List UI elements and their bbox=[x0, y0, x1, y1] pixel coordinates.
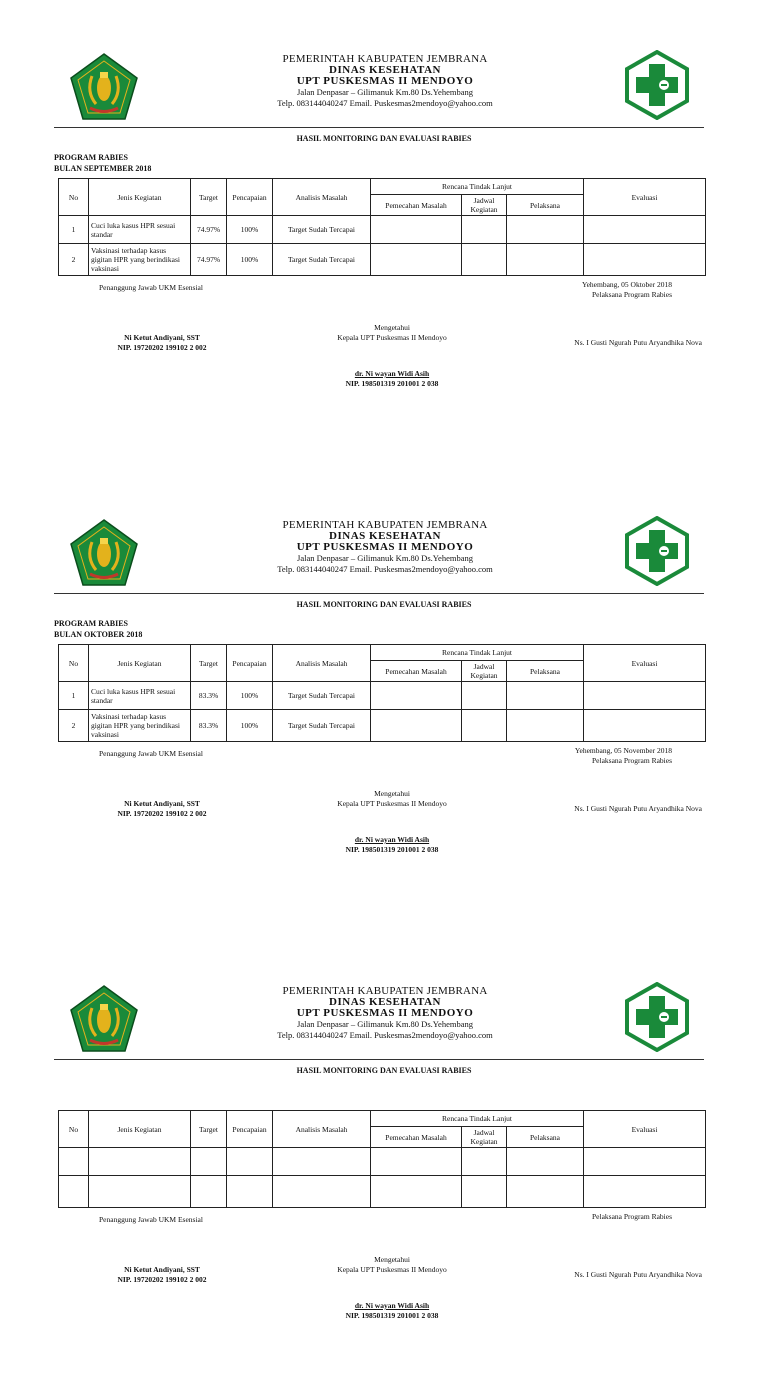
header-jenis: Jenis Kegiatan bbox=[89, 1111, 191, 1148]
header-analisis: Analisis Masalah bbox=[273, 179, 371, 216]
cell-evaluasi bbox=[584, 1176, 706, 1208]
puskesmas-logo-icon bbox=[624, 982, 690, 1052]
program-info bbox=[54, 152, 151, 174]
kepala-title-block bbox=[300, 789, 484, 809]
report-title: HASIL MONITORING DAN EVALUASI RABIES bbox=[296, 600, 472, 609]
cell-no bbox=[59, 1176, 89, 1208]
program-name: PROGRAM RABIES bbox=[54, 153, 129, 162]
header-pemecahan: Pemecahan Masalah bbox=[371, 1127, 462, 1148]
pelaksana-name: Ns. I Gusti Ngurah Putu Aryandhika Nova bbox=[574, 338, 702, 347]
header-jadwal: Jadwal Kegiatan bbox=[462, 1127, 507, 1148]
cell-target: 74.97% bbox=[191, 216, 227, 244]
report-section bbox=[0, 932, 768, 1398]
kepala-title-block bbox=[300, 1255, 484, 1275]
cell-jadwal bbox=[462, 244, 507, 276]
cell-jenis: Vaksinasi terhadap kasus gigitan HPR yang berindikasi vaksinasi bbox=[89, 710, 191, 742]
pelaksana-title: Pelaksana Program Rabies bbox=[592, 756, 672, 765]
table-row bbox=[59, 244, 706, 276]
cell-jadwal bbox=[462, 216, 507, 244]
header-no: No bbox=[59, 1111, 89, 1148]
cell-no: 2 bbox=[59, 244, 89, 276]
program-name: PROGRAM RABIES bbox=[54, 619, 129, 628]
kepala-nip: NIP. 198501319 201001 2 038 bbox=[345, 379, 439, 388]
letterhead-contact: Telp. 083144040247 Email. Puskesmas2mendoyo@yahoo.com bbox=[277, 1030, 493, 1040]
pj-title: Penanggung Jawab UKM Esensial bbox=[99, 749, 203, 758]
kepala-name: dr. Ni wayan Widi Asih bbox=[354, 1301, 430, 1310]
cell-pencapaian: 100% bbox=[227, 710, 273, 742]
signature-date-block bbox=[575, 746, 672, 766]
cell-pelaksana bbox=[507, 216, 584, 244]
jembrana-emblem-icon bbox=[68, 984, 140, 1054]
cell-pencapaian: 100% bbox=[227, 244, 273, 276]
cell-pemecahan bbox=[371, 710, 462, 742]
letterhead bbox=[200, 986, 570, 1041]
cell-jenis bbox=[89, 1176, 191, 1208]
header-pelaksana: Pelaksana bbox=[507, 661, 584, 682]
header-divider bbox=[54, 593, 704, 594]
header-evaluasi: Evaluasi bbox=[584, 179, 706, 216]
pelaksana-name: Ns. I Gusti Ngurah Putu Aryandhika Nova bbox=[574, 804, 702, 813]
cell-evaluasi bbox=[584, 216, 706, 244]
cell-jadwal bbox=[462, 710, 507, 742]
header-divider bbox=[54, 127, 704, 128]
header-evaluasi: Evaluasi bbox=[584, 645, 706, 682]
cell-pelaksana bbox=[507, 1148, 584, 1176]
pj-nip: NIP. 19720202 199102 2 002 bbox=[117, 809, 207, 818]
cell-analisis bbox=[273, 1148, 371, 1176]
header-rtl: Rencana Tindak Lanjut bbox=[371, 645, 584, 661]
letterhead-contact: Telp. 083144040247 Email. Puskesmas2mendoyo@yahoo.com bbox=[277, 564, 493, 574]
header-pelaksana: Pelaksana bbox=[507, 1127, 584, 1148]
pj-nip: NIP. 19720202 199102 2 002 bbox=[117, 1275, 207, 1284]
letterhead-department: DINAS KESEHATAN bbox=[329, 996, 441, 1008]
header-target: Target bbox=[191, 1111, 227, 1148]
cell-analisis: Target Sudah Tercapai bbox=[273, 244, 371, 276]
report-section bbox=[0, 0, 768, 466]
cell-analisis: Target Sudah Tercapai bbox=[273, 216, 371, 244]
letterhead-department: DINAS KESEHATAN bbox=[329, 64, 441, 76]
kepala-title: Kepala UPT Puskesmas II Mendoyo bbox=[337, 799, 447, 808]
table-row bbox=[59, 216, 706, 244]
header-jadwal: Jadwal Kegiatan bbox=[462, 195, 507, 216]
header-jenis: Jenis Kegiatan bbox=[89, 645, 191, 682]
kepala-title-block bbox=[300, 323, 484, 343]
letterhead-government: PEMERINTAH KABUPATEN JEMBRANA bbox=[282, 519, 488, 531]
jembrana-emblem-icon bbox=[68, 52, 140, 122]
header-pencapaian: Pencapaian bbox=[227, 179, 273, 216]
letterhead-address: Jalan Denpasar – Gilimanuk Km.80 Ds.Yehembang bbox=[297, 553, 473, 563]
kepala-nip: NIP. 198501319 201001 2 038 bbox=[345, 845, 439, 854]
letterhead-contact: Telp. 083144040247 Email. Puskesmas2mendoyo@yahoo.com bbox=[277, 98, 493, 108]
header-pencapaian: Pencapaian bbox=[227, 1111, 273, 1148]
mengetahui-label: Mengetahui bbox=[374, 1255, 410, 1264]
table-row bbox=[59, 682, 706, 710]
cell-pencapaian bbox=[227, 1148, 273, 1176]
kepala-title: Kepala UPT Puskesmas II Mendoyo bbox=[337, 1265, 447, 1274]
cell-target: 83.3% bbox=[191, 682, 227, 710]
cell-pencapaian bbox=[227, 1176, 273, 1208]
header-rtl: Rencana Tindak Lanjut bbox=[371, 1111, 584, 1127]
header-no: No bbox=[59, 645, 89, 682]
cell-analisis: Target Sudah Tercapai bbox=[273, 710, 371, 742]
cell-target: 74.97% bbox=[191, 244, 227, 276]
cell-evaluasi bbox=[584, 244, 706, 276]
cell-no: 2 bbox=[59, 710, 89, 742]
cell-jenis: Cuci luka kasus HPR sesuai standar bbox=[89, 216, 191, 244]
letterhead-unit: UPT PUSKESMAS II MENDOYO bbox=[296, 1007, 474, 1019]
letterhead-government: PEMERINTAH KABUPATEN JEMBRANA bbox=[282, 53, 488, 65]
signature-date: Yehembang, 05 Oktober 2018 bbox=[581, 280, 672, 289]
cell-evaluasi bbox=[584, 1148, 706, 1176]
cell-pemecahan bbox=[371, 244, 462, 276]
report-section bbox=[0, 466, 768, 932]
pj-name: Ni Ketut Andiyani, SST bbox=[124, 799, 200, 808]
cell-target: 83.3% bbox=[191, 710, 227, 742]
cell-analisis bbox=[273, 1176, 371, 1208]
header-target: Target bbox=[191, 645, 227, 682]
cell-target bbox=[191, 1176, 227, 1208]
header-target: Target bbox=[191, 179, 227, 216]
report-title: HASIL MONITORING DAN EVALUASI RABIES bbox=[296, 134, 472, 143]
jembrana-emblem-icon bbox=[68, 518, 140, 588]
monitoring-table bbox=[58, 178, 706, 276]
pj-nip: NIP. 19720202 199102 2 002 bbox=[117, 343, 207, 352]
cell-pemecahan bbox=[371, 1176, 462, 1208]
header-jenis: Jenis Kegiatan bbox=[89, 179, 191, 216]
signature-date-block bbox=[592, 1212, 672, 1222]
monitoring-table bbox=[58, 644, 706, 742]
signature-date-block bbox=[582, 280, 672, 300]
header-rtl: Rencana Tindak Lanjut bbox=[371, 179, 584, 195]
pj-title: Penanggung Jawab UKM Esensial bbox=[99, 1215, 203, 1224]
cell-no bbox=[59, 1148, 89, 1176]
header-analisis: Analisis Masalah bbox=[273, 1111, 371, 1148]
table-row bbox=[59, 1148, 706, 1176]
program-month: BULAN SEPTEMBER 2018 bbox=[54, 164, 152, 173]
cell-evaluasi bbox=[584, 710, 706, 742]
kepala-name: dr. Ni wayan Widi Asih bbox=[354, 835, 430, 844]
program-month: BULAN OKTOBER 2018 bbox=[54, 630, 143, 639]
cell-pelaksana bbox=[507, 710, 584, 742]
kepala-signature bbox=[292, 369, 492, 389]
cell-pelaksana bbox=[507, 1176, 584, 1208]
cell-jenis: Vaksinasi terhadap kasus gigitan HPR yang berindikasi vaksinasi bbox=[89, 244, 191, 276]
program-info bbox=[54, 618, 142, 640]
puskesmas-logo-icon bbox=[624, 50, 690, 120]
table-row bbox=[59, 710, 706, 742]
table-row bbox=[59, 1176, 706, 1208]
mengetahui-label: Mengetahui bbox=[374, 323, 410, 332]
cell-pelaksana bbox=[507, 244, 584, 276]
pj-title: Penanggung Jawab UKM Esensial bbox=[99, 283, 203, 292]
kepala-name: dr. Ni wayan Widi Asih bbox=[354, 369, 430, 378]
pj-signature bbox=[100, 1265, 224, 1285]
header-pemecahan: Pemecahan Masalah bbox=[371, 661, 462, 682]
letterhead bbox=[200, 520, 570, 575]
header-pencapaian: Pencapaian bbox=[227, 645, 273, 682]
letterhead-department: DINAS KESEHATAN bbox=[329, 530, 441, 542]
cell-analisis: Target Sudah Tercapai bbox=[273, 682, 371, 710]
puskesmas-logo-icon bbox=[624, 516, 690, 586]
cell-pencapaian: 100% bbox=[227, 216, 273, 244]
signature-date: Yehembang, 05 November 2018 bbox=[574, 746, 672, 755]
cell-no: 1 bbox=[59, 682, 89, 710]
header-evaluasi: Evaluasi bbox=[584, 1111, 706, 1148]
pj-name: Ni Ketut Andiyani, SST bbox=[124, 333, 200, 342]
cell-jenis: Cuci luka kasus HPR sesuai standar bbox=[89, 682, 191, 710]
cell-pencapaian: 100% bbox=[227, 682, 273, 710]
pelaksana-title: Pelaksana Program Rabies bbox=[592, 1212, 672, 1221]
header-jadwal: Jadwal Kegiatan bbox=[462, 661, 507, 682]
letterhead-unit: UPT PUSKESMAS II MENDOYO bbox=[296, 541, 474, 553]
cell-pemecahan bbox=[371, 216, 462, 244]
cell-pemecahan bbox=[371, 682, 462, 710]
pelaksana-name: Ns. I Gusti Ngurah Putu Aryandhika Nova bbox=[574, 1270, 702, 1279]
cell-no: 1 bbox=[59, 216, 89, 244]
pj-signature bbox=[100, 799, 224, 819]
letterhead bbox=[200, 54, 570, 109]
header-divider bbox=[54, 1059, 704, 1060]
cell-jadwal bbox=[462, 1148, 507, 1176]
pj-signature bbox=[100, 333, 224, 353]
pelaksana-title: Pelaksana Program Rabies bbox=[592, 290, 672, 299]
letterhead-unit: UPT PUSKESMAS II MENDOYO bbox=[296, 75, 474, 87]
cell-jadwal bbox=[462, 1176, 507, 1208]
cell-pemecahan bbox=[371, 1148, 462, 1176]
cell-jenis bbox=[89, 1148, 191, 1176]
letterhead-address: Jalan Denpasar – Gilimanuk Km.80 Ds.Yehembang bbox=[297, 87, 473, 97]
cell-target bbox=[191, 1148, 227, 1176]
header-analisis: Analisis Masalah bbox=[273, 645, 371, 682]
letterhead-address: Jalan Denpasar – Gilimanuk Km.80 Ds.Yehembang bbox=[297, 1019, 473, 1029]
pj-name: Ni Ketut Andiyani, SST bbox=[124, 1265, 200, 1274]
cell-evaluasi bbox=[584, 682, 706, 710]
report-title: HASIL MONITORING DAN EVALUASI RABIES bbox=[296, 1066, 472, 1075]
mengetahui-label: Mengetahui bbox=[374, 789, 410, 798]
header-pelaksana: Pelaksana bbox=[507, 195, 584, 216]
kepala-title: Kepala UPT Puskesmas II Mendoyo bbox=[337, 333, 447, 342]
kepala-nip: NIP. 198501319 201001 2 038 bbox=[345, 1311, 439, 1320]
letterhead-government: PEMERINTAH KABUPATEN JEMBRANA bbox=[282, 985, 488, 997]
kepala-signature bbox=[292, 835, 492, 855]
header-no: No bbox=[59, 179, 89, 216]
kepala-signature bbox=[292, 1301, 492, 1321]
cell-pelaksana bbox=[507, 682, 584, 710]
monitoring-table bbox=[58, 1110, 706, 1208]
header-pemecahan: Pemecahan Masalah bbox=[371, 195, 462, 216]
cell-jadwal bbox=[462, 682, 507, 710]
